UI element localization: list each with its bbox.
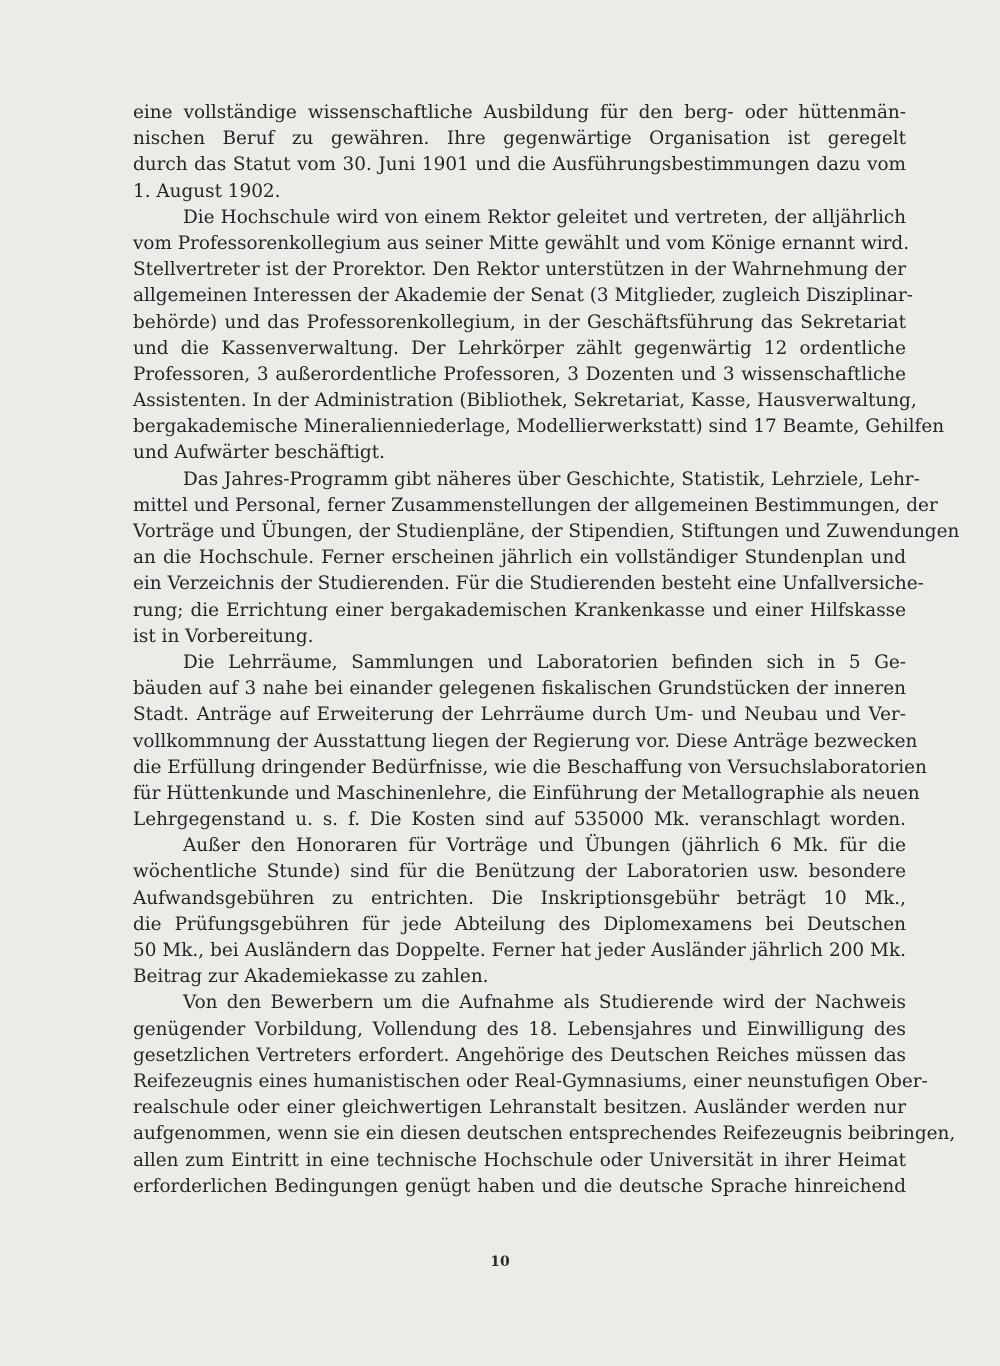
text-line: Reifezeugnis eines humanistischen oder Real-Gymnasiums, einer neunstufigen Ober- — [133, 1070, 928, 1092]
paragraph-end-line: 1. August 1902. — [133, 180, 281, 202]
paragraph-start-line: Die Lehrräume, Sammlungen und Laboratorien befinden sich in 5 Ge- — [183, 651, 906, 673]
text-line: Assistenten. In der Administration (Bibliothek, Sekretariat, Kasse, Hausverwaltung, — [133, 390, 917, 412]
text-line: vom Professorenkollegium aus seiner Mitte gewählt und vom Könige ernannt wird. — [133, 232, 910, 254]
paragraph-start-line: Von den Bewerbern um die Aufnahme als Studierende wird der Nachweis — [183, 992, 906, 1014]
paragraph-end-line: Lehrgegenstand u. s. f. Die Kosten sind auf 535000 Mk. veranschlagt worden. — [133, 809, 906, 831]
text-line: allen zum Eintritt in eine technische Hochschule oder Universität in ihrer Heimat — [133, 1149, 906, 1171]
text-line: allgemeinen Interessen der Akademie der Senat (3 Mitglieder, zugleich Disziplinar- — [133, 285, 914, 307]
text-line: wöchentliche Stunde) sind für die Benützung der Laboratorien usw. besondere — [133, 861, 906, 883]
text-line: erforderlichen Bedingungen genügt haben und die deutsche Sprache hinreichend — [133, 1175, 906, 1197]
text-line: Professoren, 3 außerordentliche Professoren, 3 Dozenten und 3 wissenschaftliche — [133, 363, 906, 385]
paragraph-end-line: ist in Vorbereitung. — [133, 625, 314, 647]
text-line: für Hüttenkunde und Maschinenlehre, die Einführung der Metallographie als neuen — [133, 782, 920, 804]
text-line: Stadt. Anträge auf Erweiterung der Lehrräume durch Um- und Neubau und Ver- — [133, 704, 906, 726]
text-line: gesetzlichen Vertreters erfordert. Angehörige des Deutschen Reiches müssen das — [133, 1044, 906, 1066]
text-line: Stellvertreter ist der Prorektor. Den Rektor unterstützen in der Wahrnehmung der — [133, 259, 906, 281]
page-number: 10 — [490, 1254, 510, 1270]
text-line: bäuden auf 3 nahe bei einander gelegenen fiskalischen Grundstücken der inneren — [133, 678, 906, 700]
text-line: rung; die Errichtung einer bergakademischen Krankenkasse und einer Hilfskasse — [133, 599, 906, 621]
text-line: die Erfüllung dringender Bedürfnisse, wie die Beschaffung von Versuchslaboratorien — [133, 756, 927, 778]
text-line: behörde) und das Professorenkollegium, in der Geschäftsführung das Sekretariat — [133, 311, 906, 333]
text-line: realschule oder einer gleichwertigen Lehranstalt besitzen. Ausländer werden nur — [133, 1097, 906, 1119]
text-line: ein Verzeichnis der Studierenden. Für die Studierenden besteht eine Unfallversiche- — [133, 573, 924, 595]
text-line: bergakademische Mineralienniederlage, Modellierwerkstatt) sind 17 Beamte, Gehilfen — [133, 416, 945, 438]
text-line: 50 Mk., bei Ausländern das Doppelte. Ferner hat jeder Ausländer jährlich 200 Mk. — [133, 940, 906, 961]
text-line: nischen Beruf zu gewähren. Ihre gegenwärtige Organisation ist geregelt — [133, 128, 906, 150]
text-line: Aufwandsgebühren zu entrichten. Die Inskriptionsgebühr beträgt 10 Mk., — [133, 887, 906, 909]
text-line: aufgenommen, wenn sie ein diesen deutschen entsprechendes Reifezeugnis beibringen, — [133, 1123, 956, 1145]
text-line: die Prüfungsgebühren für jede Abteilung des Diplomexamens bei Deutschen — [133, 913, 906, 935]
paragraph-start-line: Außer den Honoraren für Vorträge und Übungen (jährlich 6 Mk. für die — [183, 835, 906, 857]
paragraph-end-line: Beitrag zur Akademiekasse zu zahlen. — [133, 966, 489, 988]
text-line: vollkommnung der Ausstattung liegen der Regierung vor. Diese Anträge bezwecken — [133, 730, 918, 752]
text-line: mittel und Personal, ferner Zusammenstellungen der allgemeinen Bestimmungen, der — [133, 494, 938, 516]
paragraph-end-line: und Aufwärter beschäftigt. — [133, 442, 385, 464]
text-line: genügender Vorbildung, Vollendung des 18. Lebensjahres und Einwilligung des — [133, 1018, 906, 1040]
text-line: Vorträge und Übungen, der Studienpläne, der Stipendien, Stiftungen und Zuwendungen — [133, 521, 960, 542]
text-line: an die Hochschule. Ferner erscheinen jährlich ein vollständiger Stundenplan und — [133, 547, 906, 569]
text-line: eine vollständige wissenschaftliche Ausbildung für den berg- oder hüttenmän- — [133, 102, 906, 123]
paragraph-start-line: Das Jahres-Programm gibt näheres über Geschichte, Statistik, Lehrziele, Lehr- — [183, 468, 920, 490]
body-text — [133, 100, 960, 1200]
text-line: und die Kassenverwaltung. Der Lehrkörper zählt gegenwärtig 12 ordentliche — [133, 337, 906, 359]
text-line: durch das Statut vom 30. Juni 1901 und die Ausführungsbestimmungen dazu vom — [133, 154, 906, 176]
paragraph-start-line: Die Hochschule wird von einem Rektor geleitet und vertreten, der alljährlich — [183, 206, 906, 228]
